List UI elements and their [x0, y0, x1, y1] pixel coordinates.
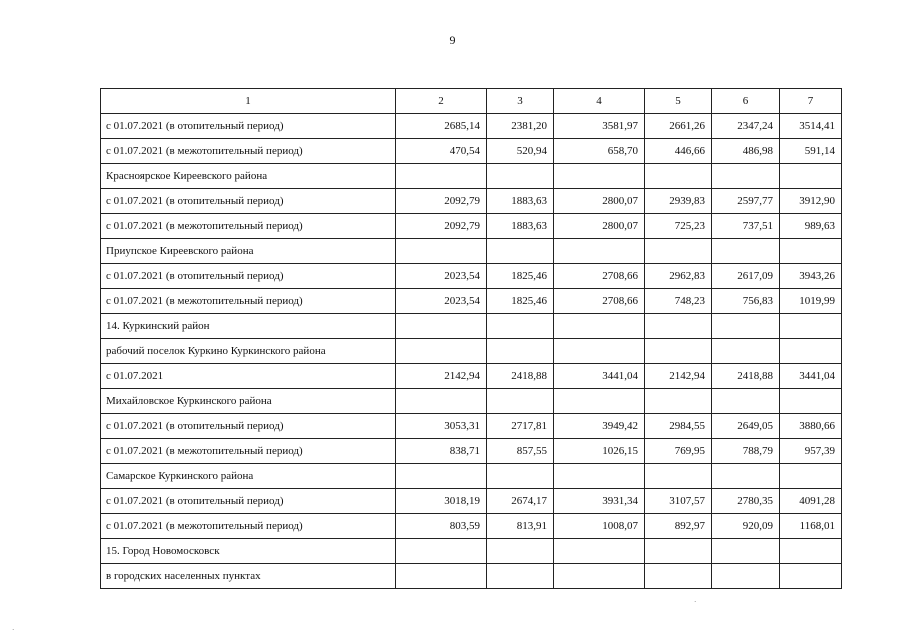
- table-row: [101, 314, 842, 339]
- value-cell: 3931,34: [554, 489, 645, 514]
- table-row: [101, 564, 842, 589]
- value-cell: 813,91: [487, 514, 554, 539]
- table-row: [101, 114, 842, 139]
- table-row: [101, 364, 842, 389]
- value-cell: 4091,28: [780, 489, 842, 514]
- scan-speck: ·: [12, 626, 15, 634]
- value-cell: 892,97: [645, 514, 712, 539]
- table-row: [101, 539, 842, 564]
- column-header: 2: [396, 89, 487, 114]
- row-label-cell: с 01.07.2021 (в межотопительный период): [101, 139, 396, 164]
- value-cell: [780, 389, 842, 414]
- value-cell: 3943,26: [780, 264, 842, 289]
- value-cell: 486,98: [712, 139, 780, 164]
- value-cell: 2708,66: [554, 264, 645, 289]
- value-cell: 1825,46: [487, 264, 554, 289]
- value-cell: [554, 564, 645, 589]
- table-row: [101, 264, 842, 289]
- value-cell: [780, 239, 842, 264]
- value-cell: 591,14: [780, 139, 842, 164]
- value-cell: [554, 239, 645, 264]
- value-cell: [554, 389, 645, 414]
- value-cell: [396, 339, 487, 364]
- value-cell: [712, 339, 780, 364]
- row-label-cell: с 01.07.2021 (в межотопительный период): [101, 514, 396, 539]
- column-header: 1: [101, 89, 396, 114]
- value-cell: 989,63: [780, 214, 842, 239]
- value-cell: [396, 164, 487, 189]
- value-cell: 3441,04: [554, 364, 645, 389]
- table-row: [101, 239, 842, 264]
- value-cell: [487, 539, 554, 564]
- row-label-cell: Красноярское Киреевского района: [101, 164, 396, 189]
- table-row: [101, 164, 842, 189]
- value-cell: [712, 464, 780, 489]
- value-cell: [554, 314, 645, 339]
- value-cell: 857,55: [487, 439, 554, 464]
- value-cell: 3441,04: [780, 364, 842, 389]
- value-cell: [487, 239, 554, 264]
- row-label-cell: в городских населенных пунктах: [101, 564, 396, 589]
- value-cell: [780, 314, 842, 339]
- value-cell: 1008,07: [554, 514, 645, 539]
- table-row: [101, 439, 842, 464]
- value-cell: [645, 239, 712, 264]
- value-cell: 3018,19: [396, 489, 487, 514]
- value-cell: 3514,41: [780, 114, 842, 139]
- value-cell: 2092,79: [396, 214, 487, 239]
- value-cell: [712, 314, 780, 339]
- value-cell: 3581,97: [554, 114, 645, 139]
- value-cell: 2347,24: [712, 114, 780, 139]
- value-cell: [712, 239, 780, 264]
- table-body: [101, 89, 842, 589]
- row-label-cell: с 01.07.2021 (в отопительный период): [101, 489, 396, 514]
- value-cell: 957,39: [780, 439, 842, 464]
- value-cell: [645, 314, 712, 339]
- value-cell: [554, 539, 645, 564]
- row-label-cell: с 01.07.2021 (в отопительный период): [101, 264, 396, 289]
- value-cell: [780, 164, 842, 189]
- row-label-cell: с 01.07.2021: [101, 364, 396, 389]
- value-cell: 1019,99: [780, 289, 842, 314]
- row-label-cell: с 01.07.2021 (в отопительный период): [101, 189, 396, 214]
- value-cell: 446,66: [645, 139, 712, 164]
- row-label-cell: с 01.07.2021 (в межотопительный период): [101, 439, 396, 464]
- value-cell: [396, 389, 487, 414]
- value-cell: [487, 389, 554, 414]
- value-cell: [645, 339, 712, 364]
- value-cell: 658,70: [554, 139, 645, 164]
- value-cell: [396, 564, 487, 589]
- value-cell: 2800,07: [554, 189, 645, 214]
- value-cell: [780, 464, 842, 489]
- row-label-cell: 14. Куркинский район: [101, 314, 396, 339]
- table-row: [101, 214, 842, 239]
- value-cell: 2597,77: [712, 189, 780, 214]
- table-row: [101, 339, 842, 364]
- value-cell: 1883,63: [487, 189, 554, 214]
- tariff-table: [100, 88, 842, 589]
- value-cell: 1883,63: [487, 214, 554, 239]
- value-cell: 470,54: [396, 139, 487, 164]
- value-cell: 2800,07: [554, 214, 645, 239]
- row-label-cell: Михайловское Куркинского района: [101, 389, 396, 414]
- row-label-cell: 15. Город Новомосковск: [101, 539, 396, 564]
- value-cell: 2780,35: [712, 489, 780, 514]
- value-cell: 3053,31: [396, 414, 487, 439]
- value-cell: [712, 564, 780, 589]
- value-cell: 3880,66: [780, 414, 842, 439]
- column-header: 6: [712, 89, 780, 114]
- value-cell: [645, 564, 712, 589]
- table-header-row: [101, 89, 842, 114]
- value-cell: [554, 164, 645, 189]
- value-cell: [554, 464, 645, 489]
- value-cell: 2092,79: [396, 189, 487, 214]
- row-label-cell: с 01.07.2021 (в отопительный период): [101, 114, 396, 139]
- value-cell: 725,23: [645, 214, 712, 239]
- value-cell: [645, 389, 712, 414]
- value-cell: 2381,20: [487, 114, 554, 139]
- row-label-cell: Самарское Куркинского района: [101, 464, 396, 489]
- column-header: 4: [554, 89, 645, 114]
- value-cell: 2023,54: [396, 264, 487, 289]
- value-cell: [780, 539, 842, 564]
- table-row: [101, 464, 842, 489]
- value-cell: 2649,05: [712, 414, 780, 439]
- value-cell: 2685,14: [396, 114, 487, 139]
- column-header: 5: [645, 89, 712, 114]
- value-cell: [487, 314, 554, 339]
- value-cell: [780, 339, 842, 364]
- value-cell: 2674,17: [487, 489, 554, 514]
- table-row: [101, 139, 842, 164]
- value-cell: [396, 239, 487, 264]
- column-header: 7: [780, 89, 842, 114]
- value-cell: 2142,94: [396, 364, 487, 389]
- value-cell: 2717,81: [487, 414, 554, 439]
- value-cell: [396, 539, 487, 564]
- value-cell: [645, 164, 712, 189]
- value-cell: [487, 564, 554, 589]
- value-cell: [780, 564, 842, 589]
- value-cell: [712, 539, 780, 564]
- value-cell: 920,09: [712, 514, 780, 539]
- value-cell: 2418,88: [712, 364, 780, 389]
- row-label-cell: Приупское Киреевского района: [101, 239, 396, 264]
- value-cell: 1168,01: [780, 514, 842, 539]
- value-cell: 2418,88: [487, 364, 554, 389]
- value-cell: [487, 464, 554, 489]
- value-cell: 1825,46: [487, 289, 554, 314]
- table-row: [101, 489, 842, 514]
- value-cell: 3912,90: [780, 189, 842, 214]
- value-cell: 2984,55: [645, 414, 712, 439]
- value-cell: 2962,83: [645, 264, 712, 289]
- value-cell: 748,23: [645, 289, 712, 314]
- table-row: [101, 389, 842, 414]
- value-cell: [645, 539, 712, 564]
- page-number: 9: [449, 33, 456, 47]
- value-cell: [396, 464, 487, 489]
- value-cell: 520,94: [487, 139, 554, 164]
- row-label-cell: рабочий поселок Куркино Куркинского района: [101, 339, 396, 364]
- value-cell: 2023,54: [396, 289, 487, 314]
- value-cell: 2617,09: [712, 264, 780, 289]
- value-cell: [554, 339, 645, 364]
- value-cell: 2939,83: [645, 189, 712, 214]
- value-cell: [487, 164, 554, 189]
- value-cell: 769,95: [645, 439, 712, 464]
- value-cell: 737,51: [712, 214, 780, 239]
- column-header: 3: [487, 89, 554, 114]
- value-cell: [396, 314, 487, 339]
- value-cell: 838,71: [396, 439, 487, 464]
- value-cell: [487, 339, 554, 364]
- value-cell: [712, 389, 780, 414]
- table-row: [101, 189, 842, 214]
- value-cell: 2142,94: [645, 364, 712, 389]
- row-label-cell: с 01.07.2021 (в межотопительный период): [101, 214, 396, 239]
- scan-speck: ·: [694, 598, 697, 606]
- value-cell: [645, 464, 712, 489]
- value-cell: 2661,26: [645, 114, 712, 139]
- value-cell: 803,59: [396, 514, 487, 539]
- value-cell: 3949,42: [554, 414, 645, 439]
- table-row: [101, 514, 842, 539]
- table-row: [101, 289, 842, 314]
- value-cell: [712, 164, 780, 189]
- table-row: [101, 414, 842, 439]
- value-cell: 788,79: [712, 439, 780, 464]
- row-label-cell: с 01.07.2021 (в отопительный период): [101, 414, 396, 439]
- value-cell: 3107,57: [645, 489, 712, 514]
- value-cell: 1026,15: [554, 439, 645, 464]
- value-cell: 756,83: [712, 289, 780, 314]
- value-cell: 2708,66: [554, 289, 645, 314]
- row-label-cell: с 01.07.2021 (в межотопительный период): [101, 289, 396, 314]
